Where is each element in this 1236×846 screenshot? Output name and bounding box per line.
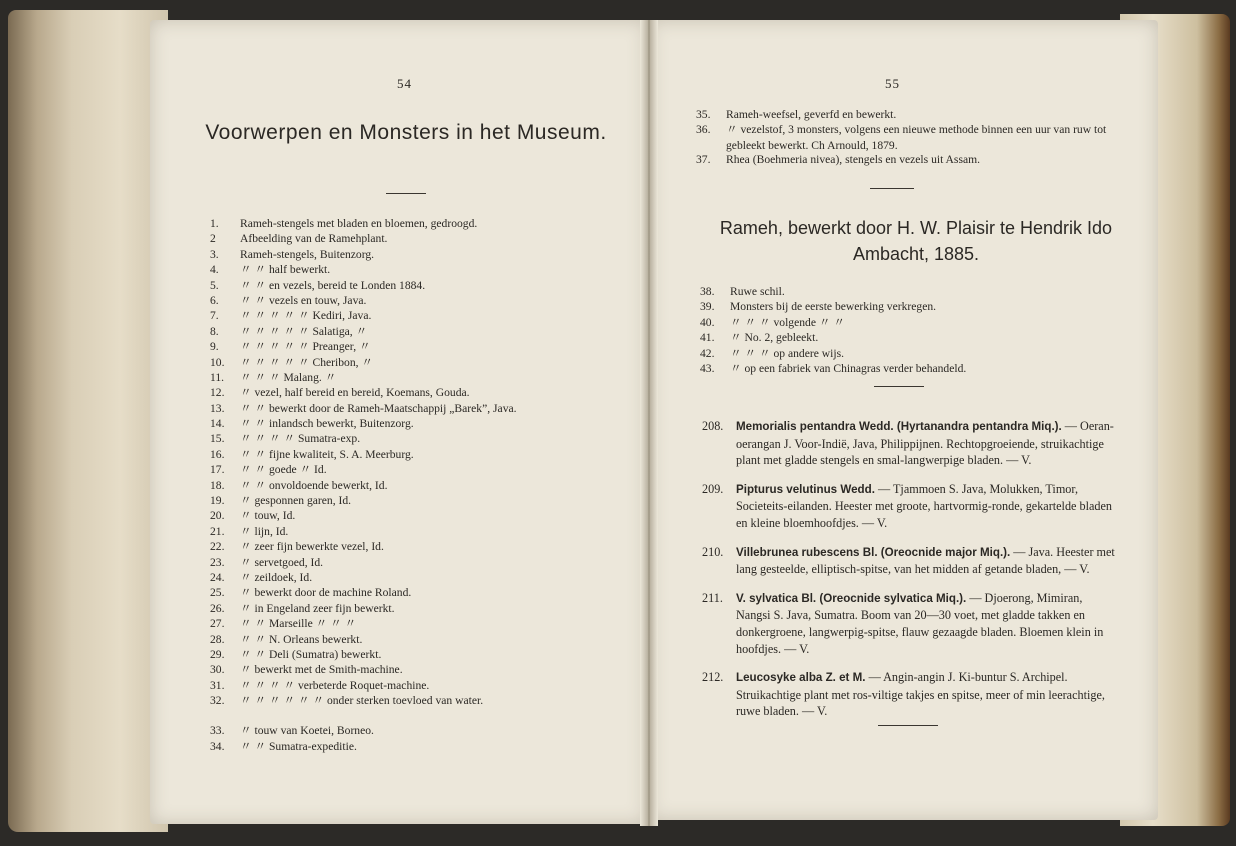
species-name: Leucosyke alba Z. et M. (736, 671, 866, 685)
item-number: 37. (696, 153, 711, 167)
item-number: 12. (210, 386, 225, 400)
divider-right-middle (874, 386, 924, 387)
item-text: 〃 〃 bewerkt door de Rameh-Maatschappij „Barek”, Java. (240, 401, 517, 415)
item-text: 〃 in Engeland zeer fijn bewerkt. (240, 601, 395, 615)
item-number: 2 (210, 232, 216, 246)
item-text: 〃 〃 Sumatra-expeditie. (240, 739, 357, 753)
item-text: 〃 gesponnen garen, Id. (240, 494, 352, 508)
title-divider-left (386, 193, 426, 194)
item-number: 29. (210, 647, 225, 661)
item-number: 35. (696, 108, 711, 121)
species-entry (702, 590, 1118, 657)
item-text: 〃 touw van Koetei, Borneo. (240, 724, 374, 738)
item-number: 40. (700, 315, 715, 329)
item-number: 34. (210, 739, 225, 753)
item-number: 13. (210, 401, 225, 415)
item-number: 27. (210, 617, 225, 631)
item-text: 〃 〃 〃 〃 〃 Cheribon, 〃 (240, 355, 374, 369)
item-text: 〃 〃 vezels en touw, Java. (240, 293, 367, 307)
item-text: 〃 op een fabriek van Chinagras verder behandeld. (730, 361, 967, 375)
item-text: Rhea (Boehmeria nivea), stengels en vezels uit Assam. (726, 153, 981, 167)
item-text: Rameh-weefsel, geverfd en bewerkt. (726, 108, 897, 121)
item-number: 16. (210, 447, 225, 461)
item-text: 〃 vezelstof, 3 monsters, volgens een nieuwe methode binnen een uur van ruw tot gebleekt bewerkt. Ch Arnould, 1879. (726, 123, 1107, 152)
divider-right-bottom (878, 725, 938, 726)
item-number: 15. (210, 432, 225, 446)
species-name: V. sylvatica Bl. (Oreocnide sylvatica Miq.). (736, 591, 967, 605)
item-number: 3. (210, 247, 219, 261)
item-text: 〃 zeildoek, Id. (240, 570, 313, 584)
item-number: 5. (210, 278, 219, 292)
item-text: 〃 lijn, Id. (240, 524, 289, 538)
item-text: 〃 〃 onvoldoende bewerkt, Id. (240, 478, 388, 492)
item-number: 42. (700, 346, 715, 360)
item-number: 39. (700, 300, 715, 314)
item-number: 9. (210, 340, 219, 354)
item-text: Rameh-stengels, Buitenzorg. (240, 247, 375, 261)
item-number: 32. (210, 694, 225, 708)
item-number: 17. (210, 463, 225, 477)
item-number: 20. (210, 509, 225, 523)
item-text: 〃 〃 〃 〃 〃 Salatiga, 〃 (240, 324, 368, 338)
item-text: 〃 〃 〃 〃 verbeterde Roquet-machine. (240, 678, 430, 692)
item-text: 〃 〃 〃 〃 〃 〃 onder sterken toevloed van water. (240, 694, 484, 708)
left-page-title: Voorwerpen en Monsters in het Museum. (205, 121, 607, 144)
species-entry (702, 481, 1118, 532)
book-edge-left (8, 10, 168, 832)
species-name: Memorialis pentandra Wedd. (Hyrtanandra pentandra Miq.). (736, 420, 1062, 433)
item-text: 〃 〃 〃 op andere wijs. (730, 346, 844, 360)
item-text: 〃 〃 Deli (Sumatra) bewerkt. (240, 647, 382, 661)
item-number: 21. (210, 524, 225, 538)
item-text: 〃 bewerkt door de machine Roland. (240, 586, 412, 600)
item-number: 22. (210, 540, 225, 554)
right-page-title: Rameh, bewerkt door H. W. Plaisir te Hendrik Ido Ambacht, 1885. (719, 218, 1113, 264)
item-text: 〃 〃 〃 〃 〃 Kediri, Java. (240, 309, 372, 323)
item-number: 6. (210, 293, 219, 307)
entry-number: 208. (702, 419, 724, 433)
species-description: — Angin-angin J. Ki-buntur S. Archipel. Struikachtige plant met ros-viltige takjes en spitse, meer of min leerachtige, ruwe bladen. — V. (736, 670, 1105, 719)
item-text: 〃 〃 〃 Malang. 〃 (240, 370, 337, 384)
item-number: 33. (210, 724, 225, 738)
item-text: 〃 〃 goede 〃 Id. (240, 463, 327, 477)
item-number: 10. (210, 355, 225, 369)
item-number: 19. (210, 494, 225, 508)
item-number: 4. (210, 263, 219, 277)
item-number: 28. (210, 632, 225, 646)
item-text: 〃 〃 〃 〃 〃 Preanger, 〃 (240, 340, 371, 354)
item-number: 30. (210, 663, 225, 677)
right-page-number: 55 (885, 76, 900, 91)
species-entry (702, 669, 1118, 720)
item-number: 8. (210, 324, 219, 338)
species-entries (702, 418, 1118, 732)
entry-number: 211. (702, 590, 723, 605)
item-number: 41. (700, 331, 715, 345)
item-number: 36. (696, 123, 711, 137)
item-text: 〃 〃 N. Orleans bewerkt. (240, 632, 363, 646)
item-text: 〃 zeer fijn bewerkte vezel, Id. (240, 540, 384, 554)
item-number: 24. (210, 570, 225, 584)
item-text: 〃 〃 en vezels, bereid te Londen 1884. (240, 278, 426, 292)
entry-number: 212. (702, 670, 724, 685)
item-text: 〃 vezel, half bereid en bereid, Koemans, Gouda. (240, 386, 470, 400)
item-number: 31. (210, 678, 225, 692)
item-text: 〃 touw, Id. (240, 509, 296, 523)
item-number: 25. (210, 586, 225, 600)
item-number: 7. (210, 309, 219, 323)
entry-number: 209. (702, 481, 724, 496)
species-description: — Java. Heester met lang gesteelde, elliptisch-spitse, van het midden af getande bladen, — V. (736, 544, 1115, 577)
item-text: 〃 〃 〃 〃 Sumatra-exp. (240, 432, 361, 446)
left-page-number: 54 (397, 76, 412, 91)
entry-number: 210. (702, 544, 724, 559)
book-gutter (640, 20, 658, 826)
item-number: 11. (210, 370, 225, 384)
item-text: Afbeelding van de Ramehplant. (240, 232, 388, 246)
item-number: 38. (700, 285, 715, 298)
item-text: 〃 〃 inlandsch bewerkt, Buitenzorg. (240, 417, 414, 431)
item-number: 26. (210, 601, 225, 615)
species-description: — Djoerong, Mimiran, Nangsi S. Java, Sumatra. Boom van 20—30 voet, met gladde takken en donkergroene, langwerpig-spitse, flauw gezaagde bladen. Bloemen klein in hoofdjes. — V. (736, 590, 1104, 656)
item-number: 1. (210, 217, 219, 230)
item-number: 18. (210, 478, 225, 492)
item-text: 〃 bewerkt met de Smith-machine. (240, 663, 403, 677)
item-text: 〃 〃 〃 volgende 〃 〃 (730, 315, 845, 329)
item-text: 〃 servetgoed, Id. (240, 555, 324, 569)
item-text: 〃 〃 fijne kwaliteit, S. A. Meerburg. (240, 447, 414, 461)
item-text: 〃 〃 Marseille 〃 〃 〃 (240, 617, 357, 631)
item-text: 〃 No. 2, gebleekt. (730, 331, 819, 345)
species-name: Pipturus velutinus Wedd. (736, 482, 875, 496)
item-text: Ruwe schil. (730, 285, 785, 298)
item-number: 14. (210, 417, 225, 431)
species-description: — Tjammoen S. Java, Molukken, Timor, Societeits-eilanden. Heester met groote, hartvormig-ronde, gekartelde bladen en kleine bloemhoofdjes. — V. (736, 481, 1112, 530)
divider-right-top (870, 188, 914, 189)
item-text: Rameh-stengels met bladen en bloemen, gedroogd. (240, 217, 478, 230)
item-number: 43. (700, 361, 715, 375)
species-entry (702, 544, 1118, 578)
species-entry (702, 418, 1118, 469)
item-text: Monsters bij de eerste bewerking verkregen. (730, 300, 937, 314)
species-description: — Oeran-oerangan J. Voor-Indië, Java, Philippijnen. Rechtopgroeiende, struikachtige plant met gladde stengels en smal-langwerpige bladen. — V. (736, 419, 1114, 468)
item-number: 23. (210, 555, 225, 569)
species-name: Villebrunea rubescens Bl. (Oreocnide major Miq.). (736, 545, 1011, 559)
item-text: 〃 〃 half bewerkt. (240, 263, 331, 277)
